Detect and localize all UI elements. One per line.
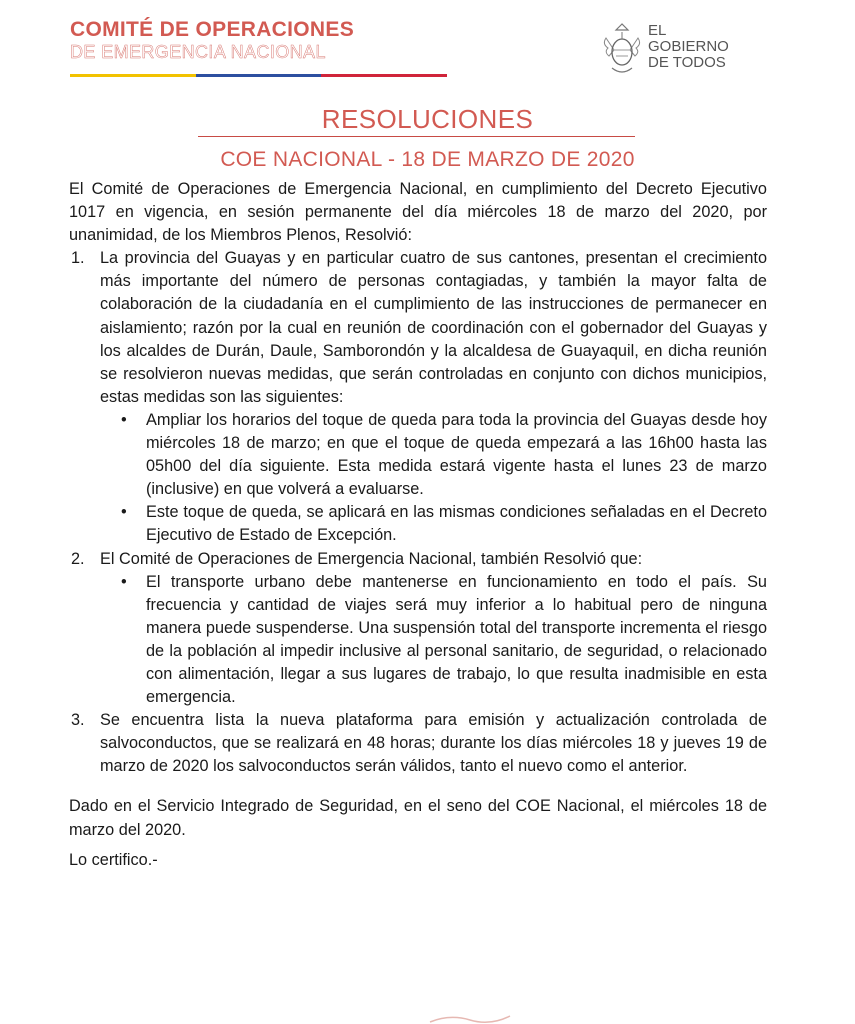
- bullet-text: El transporte urbano debe mantenerse en funcionamiento en todo el país. Su frecuencia y cantidad de viajes será muy inferior a lo habitual pero de ninguna manera puede suspenderse. Una suspensión total del transporte incrementa el riesgo de la población al impedir inclusive al personal sanitario, de seguridad, o relacionado con alimentación, llegar a sus lugares de trabajo, lo que resulta inadmisible en esta emergencia.: [146, 572, 767, 707]
- document-body: [69, 178, 767, 872]
- resolution-item: [69, 247, 767, 547]
- intro-paragraph: El Comité de Operaciones de Emergencia Nacional, en cumplimiento del Decreto Ejecutivo 1017 en vigencia, en sesión permanente del día miércoles 18 de marzo del 2020, por unanimidad, de los Miembros Plenos, Resolvió:: [69, 180, 767, 245]
- bullet-list: [100, 409, 767, 548]
- resolution-list: [69, 247, 767, 778]
- logo-line-1: EL: [648, 22, 667, 39]
- item-number: 1.: [71, 249, 85, 268]
- bullet-icon: •: [121, 572, 127, 591]
- bullet-text: Ampliar los horarios del toque de queda para toda la provincia del Guayas desde hoy miércoles 18 de marzo; en que el toque de queda empezará a las 16h00 hasta las 05h00 del día siguiente. Esta medida estará vigente hasta el lunes 23 de marzo (inclusive) en que volverá a evaluarse.: [146, 410, 767, 499]
- bar-red: [321, 74, 447, 77]
- bullet-icon: •: [121, 410, 127, 429]
- item-text: La provincia del Guayas y en particular cuatro de sus cantones, presentan el crecimiento más importante del número de personas contagiadas, y también la mayor falta de colaboración de la ciudadanía en el cumplimiento de las instrucciones de permanecer en aislamiento; razón por la cual en reunión de coordinación con el gobernador del Guayas y los alcaldes de Durán, Daule, Samborondón y la alcaldesa de Guayaquil, en dicha reunión se resolvieron nuevas medidas, que serán controladas en conjunto con dichos municipios, estas medidas son las siguientes:: [100, 249, 767, 406]
- item-number: 3.: [71, 711, 85, 730]
- item-text: El Comité de Operaciones de Emergencia Nacional, también Resolvió que:: [100, 549, 643, 568]
- logo-line-2: GOBIERNO: [648, 38, 729, 55]
- bullet-item: [100, 571, 767, 710]
- item-number: 2.: [71, 549, 85, 568]
- logo-text: [648, 23, 729, 71]
- bullet-list: [100, 571, 767, 710]
- org-name-line2: DE EMERGENCIA NACIONAL: [70, 42, 326, 62]
- signature-mark: [420, 1010, 520, 1024]
- spacer: [69, 842, 767, 849]
- document-title: RESOLUCIONES: [321, 104, 534, 134]
- certification-line: Lo certifico.-: [69, 850, 158, 869]
- closing-paragraph: Dado en el Servicio Integrado de Seguridad, en el seno del COE Nacional, el miércoles 18 de marzo del 2020.: [69, 797, 767, 839]
- spacer: [69, 778, 767, 795]
- bar-yellow: [70, 74, 196, 77]
- resolution-item: [69, 548, 767, 710]
- government-logo: [600, 20, 750, 80]
- logo-line-3: DE TODOS: [648, 54, 726, 71]
- bullet-icon: •: [121, 503, 127, 522]
- item-text: Se encuentra lista la nueva plataforma para emisión y actualización controlada de salvoconductos, que se realizará en 48 horas; durante los días miércoles 18 y jueves 19 de marzo de 2020 los salvoconductos serán válidos, tanto el nuevo como el anterior.: [100, 711, 767, 776]
- org-header: [70, 18, 460, 62]
- bullet-text: Este toque de queda, se aplicará en las mismas condiciones señaladas en el Decreto Ejecutivo de Estado de Excepción.: [146, 503, 767, 545]
- resolution-item: [69, 709, 767, 778]
- document-subtitle: COE NACIONAL - 18 DE MARZO DE 2020: [220, 148, 635, 171]
- org-name-line1: COMITÉ DE OPERACIONES: [70, 18, 354, 41]
- bar-blue: [196, 74, 322, 77]
- coat-of-arms-icon: [600, 20, 644, 78]
- bullet-item: [100, 409, 767, 501]
- title-underline: [198, 136, 635, 137]
- tricolor-bar: [70, 74, 447, 77]
- bullet-item: [100, 501, 767, 547]
